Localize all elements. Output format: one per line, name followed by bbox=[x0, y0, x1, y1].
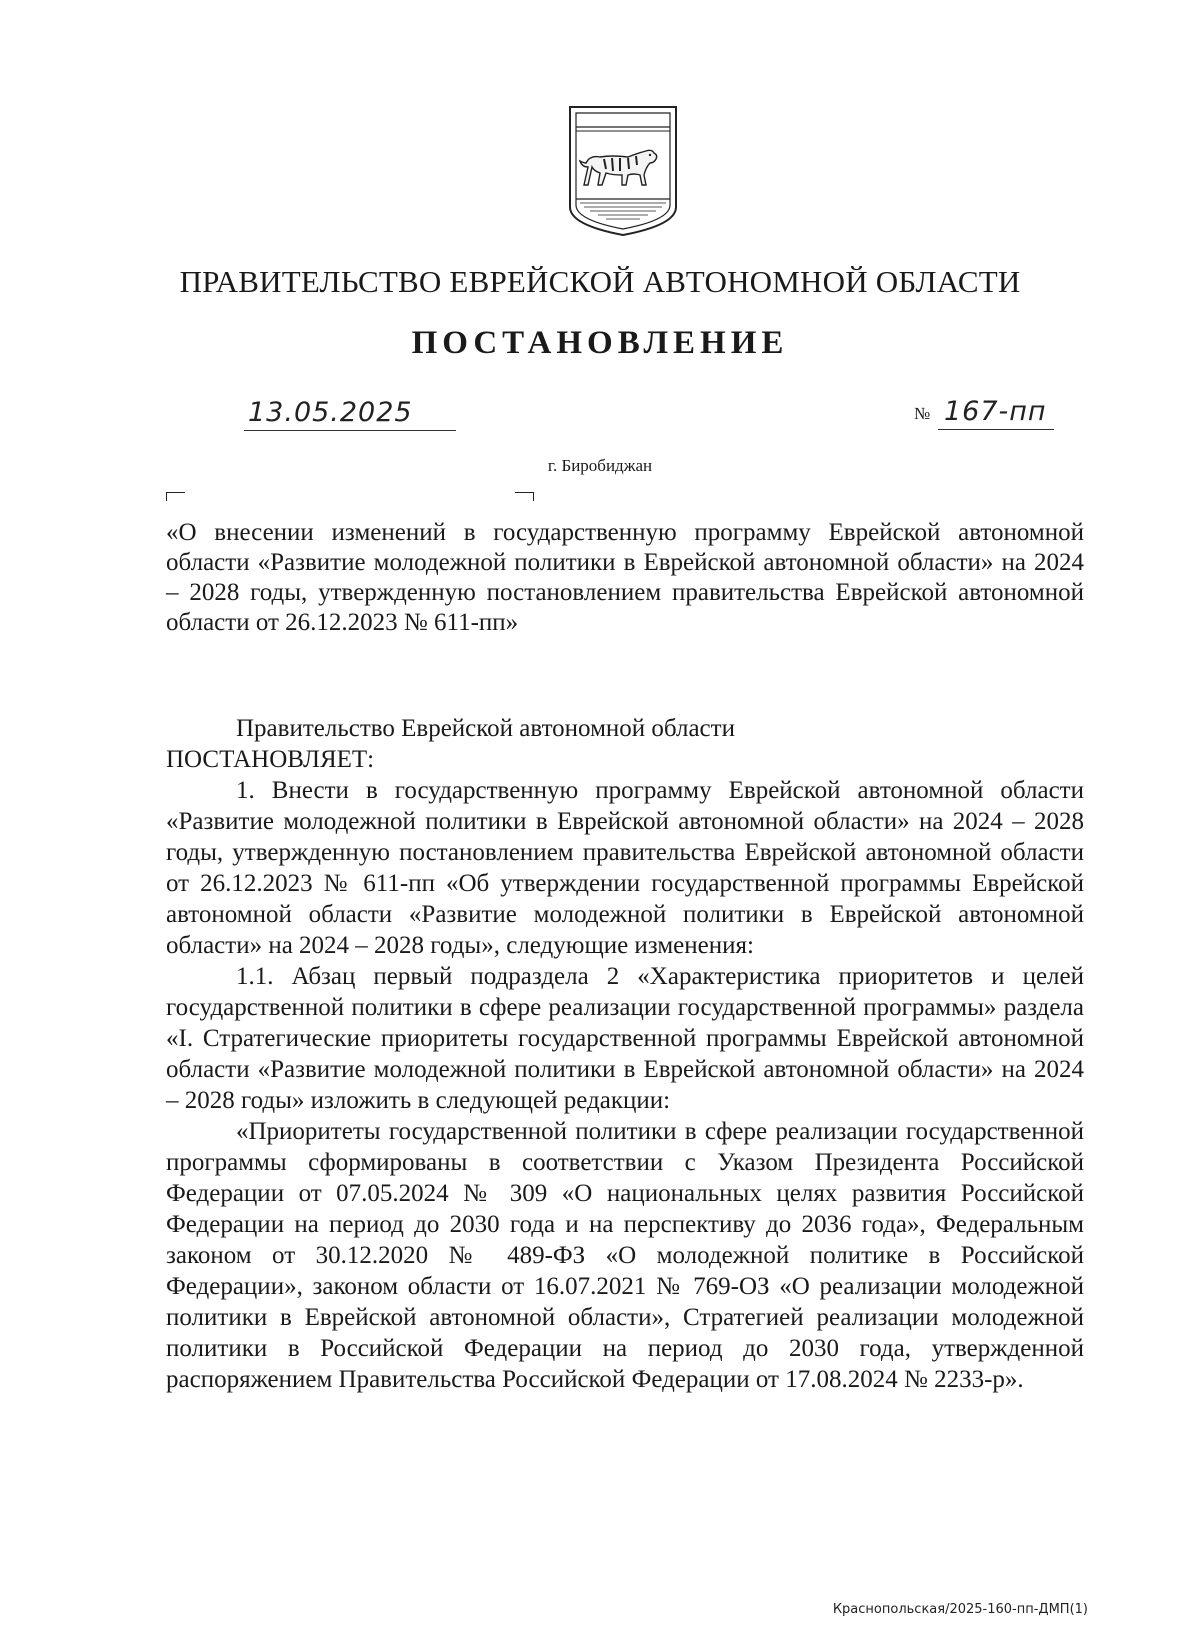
date-field bbox=[244, 386, 456, 431]
emblem-icon bbox=[566, 103, 680, 239]
paragraph-1: 1. Внести в государственную программу Еврейской автономной области «Развитие молодежной политики в Еврейской автономной области» на 2024 – 2028 годы, утвержденную постановлением правительства Еврейской автономной области от 26.12.2023 № 611-пп «Об утверждении государственной программы Еврейской автономной области «Развитие молодежной политики в Еврейской автономной области» на 2024 – 2028 годы», следующие изменения: bbox=[166, 777, 1084, 959]
handwritten-date: 13.05.2025 bbox=[248, 397, 413, 428]
paragraph-quote: «Приоритеты государственной политики в сфере реализации государственной программы сформированы в соответствии с Указом Президента Российской Федерации от 07.05.2024 № 309 «О национальных целях развития Российской Федерации на период до 2030 года и на перспективу до 2036 года», Федеральным законом от 30.12.2020 № 489-ФЗ «О молодежной политике в Российской Федерации», законом области от 16.07.2021 № 769-ОЗ «О реализации молодежной политики в Еврейской автономной области», Стратегией реализации молодежной политики в Российской Федерации на период до 2030 года, утвержденной распоряжением Правительства Российской Федерации от 17.08.2024 № 2233-р». bbox=[166, 1118, 1084, 1393]
document-body bbox=[166, 713, 1084, 1395]
preamble: Правительство Еврейской автономной области bbox=[236, 715, 735, 742]
document-type: ПОСТАНОВЛЕНИЕ bbox=[411, 325, 789, 361]
title-corner-left bbox=[166, 492, 185, 501]
resolves-heading: ПОСТАНОВЛЯЕТ: bbox=[166, 746, 375, 773]
number-sign: № bbox=[914, 404, 931, 423]
handwritten-number: 167-пп bbox=[944, 396, 1047, 427]
city-name: г. Биробиджан bbox=[547, 456, 653, 475]
organization-name: ПРАВИТЕЛЬСТВО ЕВРЕЙСКОЙ АВТОНОМНОЙ ОБЛАСТИ bbox=[179, 264, 1021, 299]
document-number-field bbox=[914, 386, 1054, 430]
title-corner-right bbox=[515, 492, 534, 501]
paragraph-1-1: 1.1. Абзац первый подраздела 2 «Характеристика приоритетов и целей государственной политики в сфере реализации государственной программы» раздела «I. Стратегические приоритеты государственной программы Еврейской автономной области «Развитие молодежной политики в Еврейской автономной области» на 2024 – 2028 годы» изложить в следующей редакции: bbox=[166, 963, 1084, 1114]
footer-code: Краснопольская/2025-160-пп-ДМП(1) bbox=[832, 1602, 1088, 1617]
document-title: «О внесении изменений в государственную программу Еврейской автономной области «Развитие молодежной политики в Еврейской автономной области» на 2024 – 2028 годы, утвержденную постановлением правительства Еврейской автономной области от 26.12.2023 № 611-пп» bbox=[166, 519, 1084, 636]
number-line bbox=[938, 385, 1054, 430]
